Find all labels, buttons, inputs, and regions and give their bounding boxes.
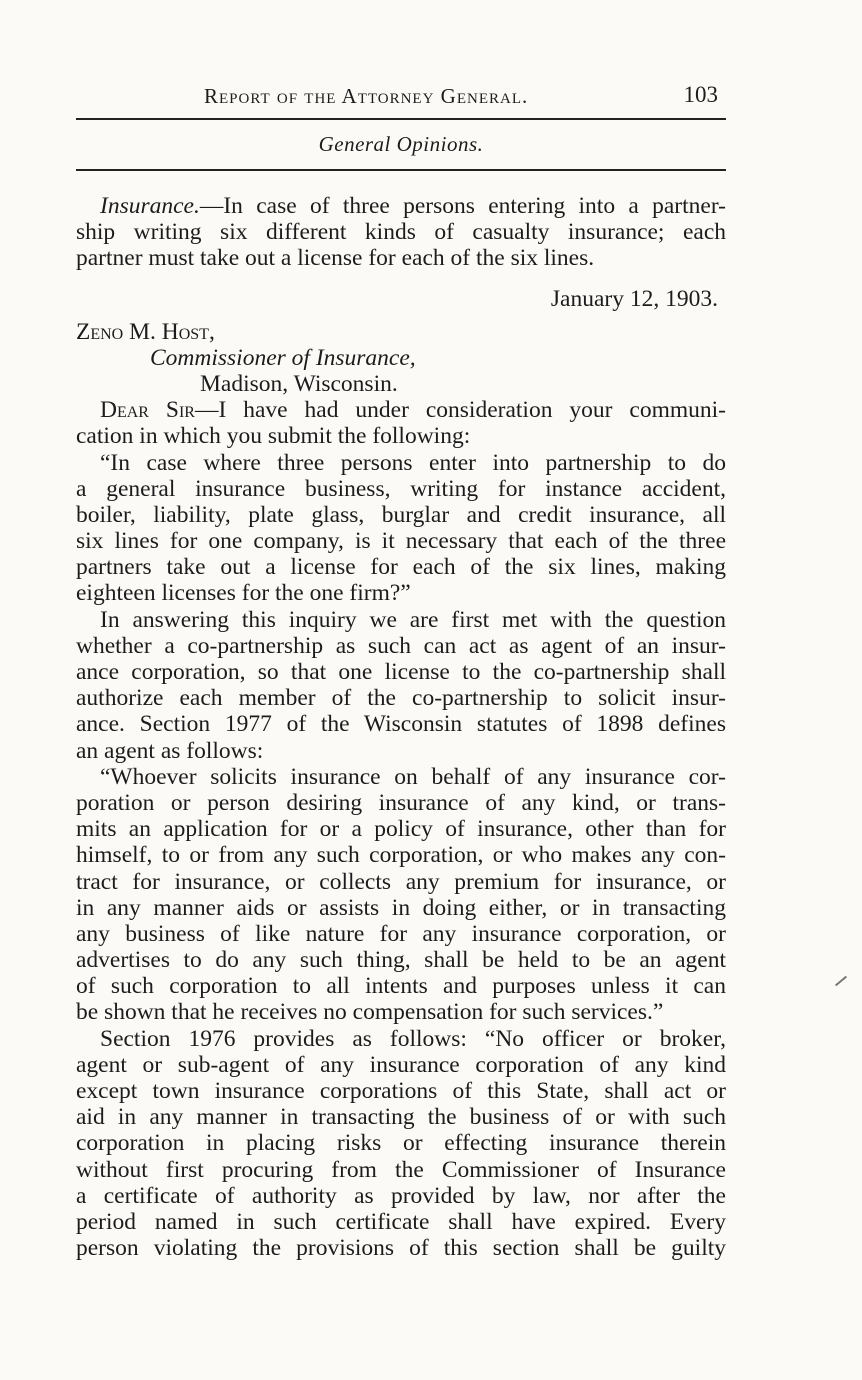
paragraph-line: without first procuring from the Commissioner of Insurance (76, 1156, 726, 1183)
letter-body (76, 397, 726, 1261)
paragraph-line: himself, to or from any such corporation, or who makes any con- (76, 842, 726, 869)
paragraph-line: advertises to do any such thing, shall be held to be an agent (76, 947, 726, 974)
paragraph-line: aid in any manner in transacting the business of or with such (76, 1104, 726, 1131)
paragraph-line: Section 1976 provides as follows: “No officer or broker, (100, 1025, 726, 1052)
addressee-title: Commissioner of Insurance, (150, 344, 416, 371)
paragraph-line: any business of like nature for any insurance corporation, or (76, 920, 726, 947)
paragraph-line: eighteen licenses for the one firm?” (76, 580, 411, 607)
paragraph-line: an agent as follows: (76, 737, 264, 764)
paragraph-line: period named in such certificate shall have expired. Every (76, 1208, 726, 1235)
paragraph-line: whether a co-partnership as such can act as agent of an insur- (76, 632, 726, 659)
page-number: 103 (683, 82, 718, 107)
page-edge-mark (835, 976, 847, 987)
running-title: Report of the Attorney General. (204, 84, 529, 108)
paragraph-line: mits an application for or a policy of insurance, other than for (76, 816, 726, 843)
paragraph-line: authorize each member of the co-partnership to solicit insur- (76, 685, 726, 712)
addressee-name: Zeno M. Host, (76, 318, 215, 345)
paragraph-line: ance corporation, so that one license to the co-partnership shall (76, 659, 726, 686)
addressee-place: Madison, Wisconsin. (200, 370, 398, 397)
paragraph-line: in any manner aids or assists in doing either, or in transacting (76, 894, 726, 921)
paragraph-line: a general insurance business, writing for instance accident, (76, 475, 726, 502)
salutation: Dear Sir (100, 397, 195, 424)
syllabus-line: ship writing six different kinds of casualty insurance; each (76, 219, 726, 246)
section-title: General Opinions. (318, 132, 484, 156)
paragraph-line: “Whoever solicits insurance on behalf of any insurance cor- (100, 763, 726, 790)
document-page (76, 84, 726, 1261)
running-head (76, 84, 726, 118)
paragraph-line: poration or person desiring insurance of any kind, or trans- (76, 789, 726, 816)
paragraph-line: “In case where three persons enter into partnership to do (100, 449, 726, 476)
paragraph-line: cation in which you submit the following: (76, 423, 471, 450)
paragraph-line: boiler, liability, plate glass, burglar and credit insurance, all (76, 501, 726, 528)
paragraph-line: Dear Sir—I have had under consideration your communi- (100, 397, 726, 424)
paragraph-line: except town insurance corporations of this State, shall act or (76, 1078, 726, 1105)
syllabus-label: Insurance. (100, 193, 200, 219)
syllabus (76, 193, 726, 272)
paragraph-line: tract for insurance, or collects any premium for insurance, or (76, 868, 726, 895)
paragraph-line: corporation in placing risks or effecting insurance therein (76, 1130, 726, 1157)
paragraph-line: a certificate of authority as provided by law, nor after the (76, 1182, 726, 1209)
paragraph-line: In answering this inquiry we are first met with the question (100, 606, 726, 633)
paragraph-line: partners take out a license for each of the six lines, making (76, 554, 726, 581)
syllabus-line: Insurance.—In case of three persons entering into a partner- (100, 193, 726, 219)
syllabus-line: partner must take out a license for each of the six lines. (76, 245, 595, 272)
addressee-block (76, 319, 726, 398)
paragraph-line: agent or sub-agent of any insurance corporation of any kind (76, 1051, 726, 1078)
paragraph-line: six lines for one company, is it necessary that each of the three (76, 528, 726, 555)
paragraph-line: be shown that he receives no compensation for such services.” (76, 999, 664, 1026)
letter-date: January 12, 1903. (550, 285, 718, 312)
paragraph-line: of such corporation to all intents and purposes unless it can (76, 973, 726, 1000)
paragraph-line: ance. Section 1977 of the Wisconsin statutes of 1898 defines (76, 711, 726, 738)
paragraph-line: person violating the provisions of this section shall be guilty (76, 1235, 726, 1262)
bottom-rule (76, 169, 726, 171)
